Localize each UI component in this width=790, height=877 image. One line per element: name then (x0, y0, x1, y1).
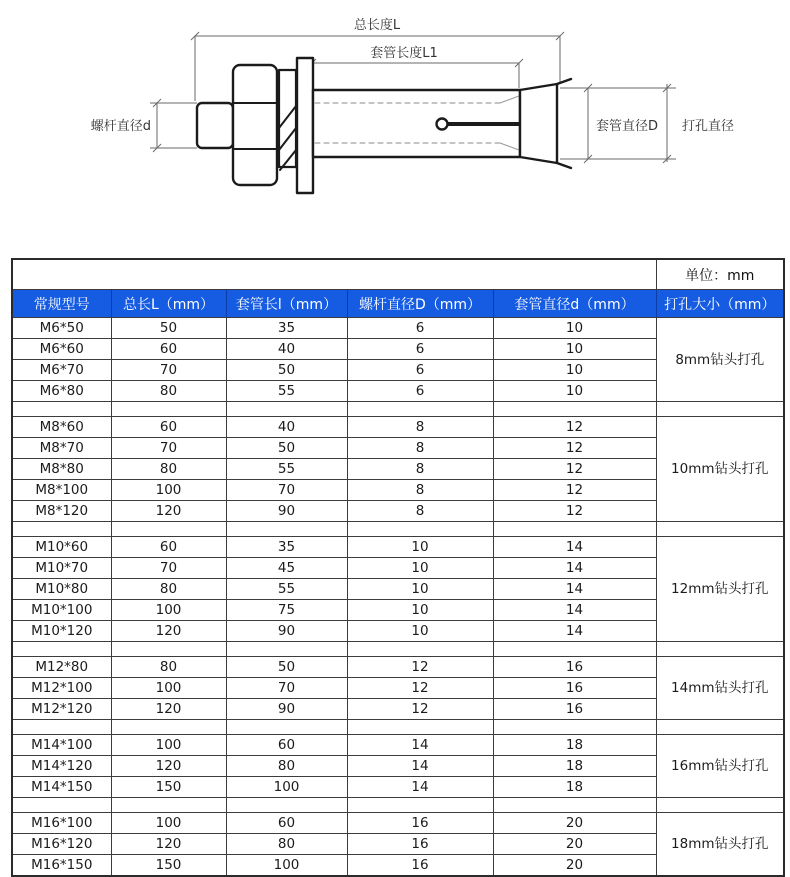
empty-cell (347, 642, 493, 657)
empty-cell (226, 720, 347, 735)
total-length-cell: 80 (111, 657, 226, 678)
screw-diameter-cell: 8 (347, 417, 493, 438)
total-length-cell: 70 (111, 558, 226, 579)
sleeve-diameter-cell: 16 (493, 699, 656, 720)
sleeve-length-cell: 40 (226, 339, 347, 360)
model-cell: M12*80 (12, 657, 111, 678)
drill-size-cell: 12mm钻头打孔 (656, 537, 784, 642)
spec-table (11, 258, 785, 877)
spacer-row (12, 522, 784, 537)
col-header-drill-size: 打孔大小（mm） (656, 290, 784, 318)
total-length-cell: 70 (111, 360, 226, 381)
sleeve-length-cell: 45 (226, 558, 347, 579)
empty-cell (656, 522, 784, 537)
flat-washer (297, 58, 313, 193)
screw-diameter-cell: 6 (347, 381, 493, 402)
spacer-row (12, 642, 784, 657)
sleeve-diameter-cell: 18 (493, 756, 656, 777)
screw-diameter-cell: 6 (347, 360, 493, 381)
sleeve-length-cell: 50 (226, 360, 347, 381)
screw-diameter-cell: 10 (347, 621, 493, 642)
sleeve-diameter-cell: 12 (493, 480, 656, 501)
screw-diameter-cell: 16 (347, 813, 493, 834)
total-length-cell: 80 (111, 381, 226, 402)
sleeve-length-cell: 75 (226, 600, 347, 621)
model-cell: M12*120 (12, 699, 111, 720)
sleeve-length-cell: 70 (226, 480, 347, 501)
model-cell: M8*120 (12, 501, 111, 522)
spacer-row (12, 720, 784, 735)
total-length-cell: 120 (111, 699, 226, 720)
empty-cell (493, 642, 656, 657)
model-cell: M10*120 (12, 621, 111, 642)
total-length-cell: 70 (111, 438, 226, 459)
sleeve-diameter-cell: 14 (493, 621, 656, 642)
table-row (12, 318, 784, 339)
sleeve-diameter-cell: 14 (493, 579, 656, 600)
sleeve-diameter-cell: 12 (493, 438, 656, 459)
total-length-cell: 50 (111, 318, 226, 339)
total-length-cell: 60 (111, 417, 226, 438)
screw-diameter-label: 螺杆直径d (90, 119, 151, 134)
sleeve-diameter-cell: 18 (493, 777, 656, 798)
sleeve-length-cell: 50 (226, 438, 347, 459)
model-cell: M10*60 (12, 537, 111, 558)
empty-cell (12, 642, 111, 657)
model-cell: M6*60 (12, 339, 111, 360)
sleeve-length-cell: 70 (226, 678, 347, 699)
model-cell: M6*50 (12, 318, 111, 339)
empty-cell (226, 522, 347, 537)
unit-note: 单位：mm (656, 259, 784, 290)
screw-diameter-cell: 12 (347, 657, 493, 678)
empty-cell (347, 402, 493, 417)
drill-size-cell: 16mm钻头打孔 (656, 735, 784, 798)
total-length-cell: 150 (111, 777, 226, 798)
empty-cell (111, 798, 226, 813)
table-row (12, 735, 784, 756)
screw-diameter-cell: 8 (347, 459, 493, 480)
total-length-cell: 80 (111, 579, 226, 600)
empty-cell (347, 720, 493, 735)
screw-diameter-cell: 8 (347, 438, 493, 459)
total-length-cell: 120 (111, 621, 226, 642)
empty-cell (493, 522, 656, 537)
spec-table-body (12, 259, 784, 876)
empty-cell (12, 259, 656, 290)
model-cell: M12*100 (12, 678, 111, 699)
slot-end-hole (437, 119, 448, 130)
sleeve-length-cell: 90 (226, 699, 347, 720)
total-length-cell: 100 (111, 480, 226, 501)
sleeve-diameter-cell: 12 (493, 417, 656, 438)
sleeve-length-cell: 100 (226, 855, 347, 877)
empty-cell (493, 402, 656, 417)
model-cell: M10*80 (12, 579, 111, 600)
screw-diameter-cell: 10 (347, 579, 493, 600)
col-header-screw-diameter: 螺杆直径D（mm） (347, 290, 493, 318)
empty-cell (656, 720, 784, 735)
model-cell: M16*150 (12, 855, 111, 877)
unit-row (12, 259, 784, 290)
screw-diameter-cell: 10 (347, 558, 493, 579)
total-length-cell: 120 (111, 834, 226, 855)
empty-cell (12, 522, 111, 537)
table-row (12, 657, 784, 678)
drill-size-cell: 8mm钻头打孔 (656, 318, 784, 402)
sleeve-length-cell: 55 (226, 579, 347, 600)
screw-diameter-cell: 8 (347, 480, 493, 501)
empty-cell (111, 522, 226, 537)
empty-cell (111, 720, 226, 735)
total-length-cell: 150 (111, 855, 226, 877)
screw-diameter-cell: 12 (347, 699, 493, 720)
dim-sleeve-length (308, 57, 523, 88)
sleeve-diameter-cell: 14 (493, 558, 656, 579)
sleeve-diameter-cell: 10 (493, 318, 656, 339)
anchor-bolt-diagram (0, 0, 790, 258)
screw-diameter-cell: 16 (347, 834, 493, 855)
table-row (12, 417, 784, 438)
model-cell: M8*80 (12, 459, 111, 480)
sleeve-length-cell: 40 (226, 417, 347, 438)
sleeve-diameter-cell: 10 (493, 381, 656, 402)
sleeve-diameter-cell: 18 (493, 735, 656, 756)
screw-diameter-cell: 14 (347, 777, 493, 798)
table-row (12, 813, 784, 834)
col-header-sleeve-length: 套管长l（mm） (226, 290, 347, 318)
empty-cell (656, 798, 784, 813)
sleeve-diameter-cell: 12 (493, 501, 656, 522)
sleeve-length-cell: 60 (226, 813, 347, 834)
total-length-cell: 100 (111, 813, 226, 834)
model-cell: M8*60 (12, 417, 111, 438)
empty-cell (656, 402, 784, 417)
empty-cell (12, 402, 111, 417)
table-row (12, 537, 784, 558)
empty-cell (12, 798, 111, 813)
sleeve-length-label: 套管长度L1 (370, 46, 438, 61)
sleeve-length-cell: 90 (226, 621, 347, 642)
total-length-cell: 80 (111, 459, 226, 480)
screw-diameter-cell: 6 (347, 339, 493, 360)
sleeve-diameter-cell: 20 (493, 855, 656, 877)
total-length-cell: 100 (111, 735, 226, 756)
sleeve-length-cell: 55 (226, 381, 347, 402)
drill-size-cell: 10mm钻头打孔 (656, 417, 784, 522)
sleeve-length-cell: 80 (226, 834, 347, 855)
screw-diameter-cell: 14 (347, 756, 493, 777)
model-cell: M16*100 (12, 813, 111, 834)
empty-cell (656, 642, 784, 657)
sleeve-diameter-cell: 10 (493, 360, 656, 381)
sleeve-length-cell: 35 (226, 537, 347, 558)
drill-size-cell: 14mm钻头打孔 (656, 657, 784, 720)
sleeve-diameter-cell: 10 (493, 339, 656, 360)
expansion-clip-tip (557, 163, 571, 168)
model-cell: M10*70 (12, 558, 111, 579)
model-cell: M8*100 (12, 480, 111, 501)
empty-cell (12, 720, 111, 735)
expansion-clip-tip (557, 79, 571, 84)
sleeve-diameter-cell: 12 (493, 459, 656, 480)
sleeve-diameter-cell: 20 (493, 834, 656, 855)
sleeve-diameter-label: 套管直径D (595, 119, 659, 134)
screw-diameter-cell: 14 (347, 735, 493, 756)
sleeve-length-cell: 60 (226, 735, 347, 756)
empty-cell (226, 642, 347, 657)
sleeve-diameter-cell: 16 (493, 657, 656, 678)
expansion-cone (520, 84, 557, 163)
spacer-row (12, 402, 784, 417)
empty-cell (226, 402, 347, 417)
hex-nut (233, 65, 277, 185)
total-length-cell: 60 (111, 537, 226, 558)
sleeve-length-cell: 35 (226, 318, 347, 339)
model-cell: M16*120 (12, 834, 111, 855)
model-cell: M14*120 (12, 756, 111, 777)
model-cell: M6*80 (12, 381, 111, 402)
total-length-cell: 100 (111, 678, 226, 699)
screw-diameter-cell: 16 (347, 855, 493, 877)
bolt-drawing (197, 58, 571, 193)
screw-diameter-cell: 12 (347, 678, 493, 699)
sleeve-length-cell: 55 (226, 459, 347, 480)
model-cell: M10*100 (12, 600, 111, 621)
col-header-sleeve-diameter: 套管直径d（mm） (493, 290, 656, 318)
sleeve-diameter-cell: 14 (493, 537, 656, 558)
total-length-cell: 100 (111, 600, 226, 621)
empty-cell (493, 720, 656, 735)
total-length-label: 总长度L (353, 18, 401, 33)
empty-cell (347, 798, 493, 813)
total-length-cell: 120 (111, 756, 226, 777)
empty-cell (347, 522, 493, 537)
screw-diameter-cell: 10 (347, 600, 493, 621)
spacer-row (12, 798, 784, 813)
col-header-model: 常规型号 (12, 290, 111, 318)
model-cell: M14*100 (12, 735, 111, 756)
empty-cell (493, 798, 656, 813)
col-header-total-length: 总长L（mm） (111, 290, 226, 318)
empty-cell (111, 402, 226, 417)
drill-size-cell: 18mm钻头打孔 (656, 813, 784, 877)
sleeve-length-cell: 80 (226, 756, 347, 777)
sleeve-length-cell: 90 (226, 501, 347, 522)
empty-cell (226, 798, 347, 813)
sleeve-length-cell: 100 (226, 777, 347, 798)
empty-cell (111, 642, 226, 657)
screw-diameter-cell: 8 (347, 501, 493, 522)
model-cell: M14*150 (12, 777, 111, 798)
diagram-area (0, 0, 790, 258)
screw-diameter-cell: 10 (347, 537, 493, 558)
header-row (12, 290, 784, 318)
bolt-stud (197, 103, 233, 148)
total-length-cell: 120 (111, 501, 226, 522)
sleeve-diameter-cell: 16 (493, 678, 656, 699)
model-cell: M8*70 (12, 438, 111, 459)
drill-diameter-label: 打孔直径 (681, 119, 735, 134)
sleeve-diameter-cell: 20 (493, 813, 656, 834)
sleeve-diameter-cell: 14 (493, 600, 656, 621)
screw-diameter-cell: 6 (347, 318, 493, 339)
total-length-cell: 60 (111, 339, 226, 360)
dim-screw-diameter (150, 99, 197, 152)
model-cell: M6*70 (12, 360, 111, 381)
sleeve-length-cell: 50 (226, 657, 347, 678)
